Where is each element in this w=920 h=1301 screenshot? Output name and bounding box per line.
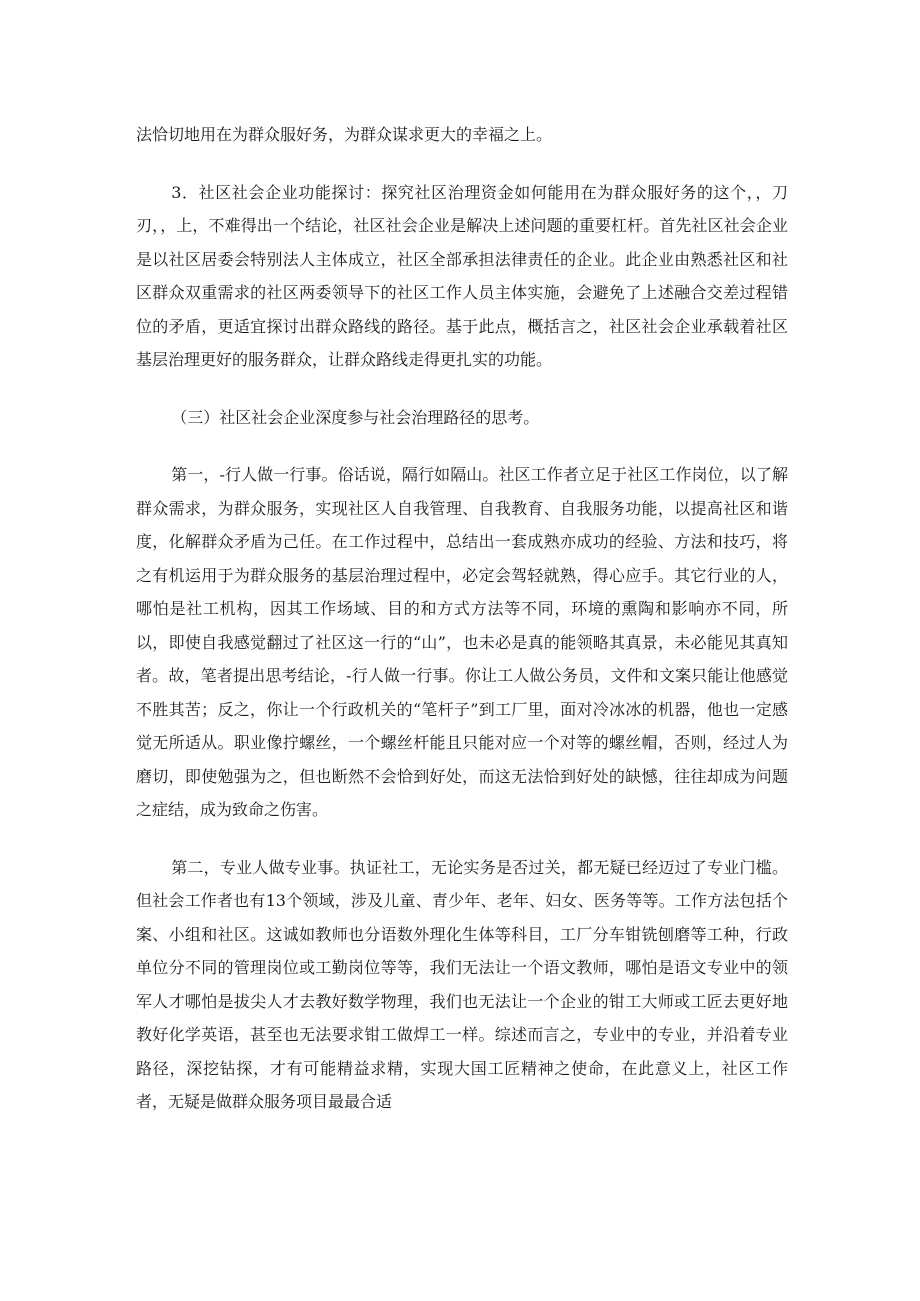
paragraph-first-point: 第一，-行人做一行事。俗话说，隔行如隔山。社区工作者立足于社区工作岗位，以了解群众需求，为群众服务，实现社区人自我管理、自我教育、自我服务功能，以提高社区和谐度，化解群众矛盾为己任。在工作过程中，总结出一套成熟亦成功的经验、方法和技巧，将之有机运用于为群众服务的基层治理过程中，必定会驾轻就熟，得心应手。其它行业的人，哪怕是社工机构，因其工作场域、目的和方式方法等不同，环境的熏陶和影响亦不同，所以，即使自我感觉翻过了社区这一行的“山”，也未必是真的能领略其真景，未必能见其真知者。故，笔者提出思考结论，-行人做一行事。你让工人做公务员，文件和文案只能让他感觉不胜其苦；反之，你让一个行政机关的“笔杆子”到工厂里，面对冷冰冰的机器，他也一定感觉无所适从。职业像拧螺丝，一个螺丝杆能且只能对应一个对等的螺丝帽，否则，经过人为磨切，即使勉强为之，但也断然不会恰到好处，而这无法恰到好处的缺憾，往往却成为问题之症结，成为致命之伤害。 [136, 465, 788, 819]
paragraph-social-enterprise-function: 3．社区社会企业功能探讨：探究社区治理资金如何能用在为群众服好务的这个，，刀刃，，上，不难得出一个结论，社区社会企业是解决上述问题的重要杠杆。首先社区社会企业是以社区居委会特别法人主体成立，社区全部承担法律责任的企业。此企业由熟悉社区和社区群众双重需求的社区两委领导下的社区工作人员主体实施，会避免了上述融合交差过程错位的矛盾，更适宜探讨出群众路线的路径。基于此点，概括言之，社区社会企业承载着社区基层治理更好的服务群众，让群众路线走得更扎实的功能。 [136, 182, 788, 369]
paragraph-continuation: 法恰切地用在为群众服好务，为群众谋求更大的幸福之上。 [136, 125, 553, 144]
document-page [136, 118, 788, 1119]
paragraph-second-point: 第二，专业人做专业事。执证社工，无论实务是否过关，都无疑已经迈过了专业门槛。但社会工作者也有13个领域，涉及儿童、青少年、老年、妇女、医务等等。工作方法包括个案、小组和社区。这诚如教师也分语数外理化生体等科目，工厂分车钳铣刨磨等工种，行政单位分不同的管理岗位或工勤岗位等等，我们无法让一个语文教师，哪怕是语文专业中的领军人才哪怕是拔尖人才去教好数学物理，我们也无法让一个企业的钳工大师或工匠去更好地教好化学英语，甚至也无法要求钳工做焊工一样。综述而言之，专业中的专业，并沿着专业路径，深挖钻探，才有可能精益求精，实现大国工匠精神之使命，在此意义上，社区工作者，无疑是做群众服务项目最最合适 [136, 857, 788, 1111]
section-heading-3: （三）社区社会企业深度参与社会治理路径的思考。 [171, 407, 540, 427]
